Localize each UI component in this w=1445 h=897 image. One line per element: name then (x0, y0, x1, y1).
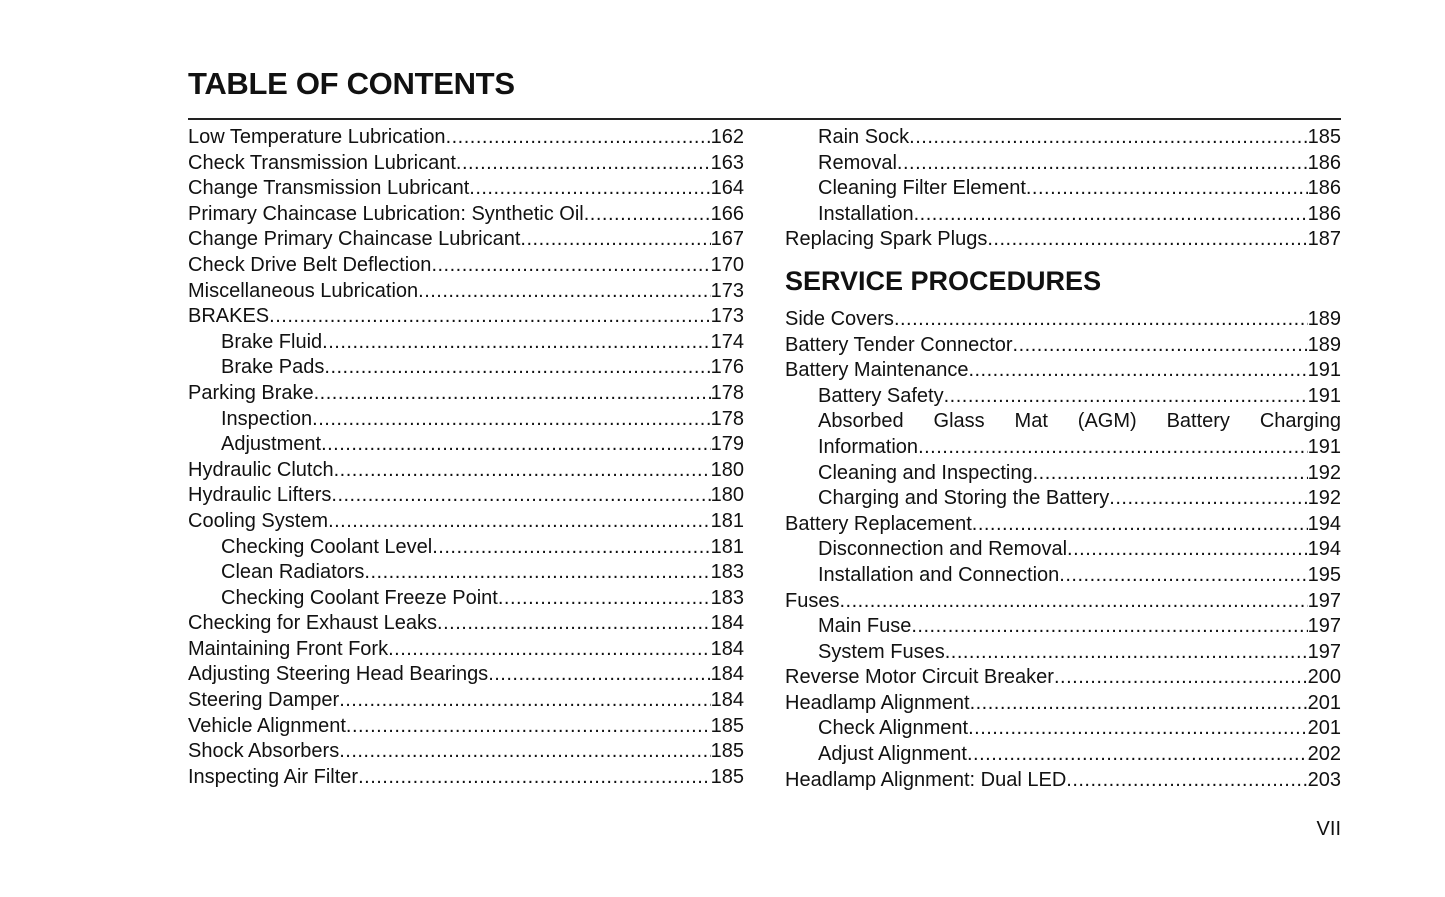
toc-entry-label: Adjusting Steering Head Bearings (188, 663, 489, 686)
dot-leader (334, 458, 711, 484)
toc-entry-page: 167 (710, 228, 744, 251)
toc-entry-label: Adjust Alignment (818, 743, 967, 766)
toc-entry-page: 163 (710, 151, 744, 174)
toc-entry[interactable] (785, 537, 1341, 563)
dot-leader (987, 227, 1307, 253)
toc-entry[interactable] (188, 253, 744, 279)
toc-entry[interactable] (785, 640, 1341, 666)
toc-entry-page: 185 (1307, 126, 1341, 148)
toc-entry[interactable] (188, 176, 744, 202)
dot-leader (432, 535, 710, 561)
toc-entry[interactable] (188, 765, 744, 791)
dot-leader (1013, 333, 1308, 359)
toc-entry-page: 195 (1307, 563, 1341, 586)
toc-entry[interactable] (188, 458, 744, 484)
toc-entry-page: 191 (1307, 384, 1341, 407)
toc-entry[interactable] (188, 432, 744, 458)
toc-entry[interactable] (188, 560, 744, 586)
toc-entry[interactable] (188, 662, 744, 688)
toc-entry[interactable] (188, 535, 744, 561)
dot-leader (364, 560, 710, 586)
toc-entry-page: 203 (1307, 768, 1341, 791)
toc-entry-label: Check Drive Belt Deflection (188, 253, 432, 276)
toc-entry[interactable] (188, 509, 744, 535)
toc-entry-label: Miscellaneous Lubrication (188, 279, 419, 302)
page-title: TABLE OF CONTENTS (188, 66, 515, 101)
toc-entry-label: Check Alignment (818, 717, 969, 740)
toc-entry[interactable] (785, 589, 1341, 615)
dot-leader (456, 151, 711, 177)
toc-entry-label: Battery Replacement (785, 512, 972, 535)
toc-entry-label: Brake Fluid (221, 330, 323, 353)
toc-entry[interactable] (188, 586, 744, 612)
toc-entry[interactable] (785, 512, 1341, 538)
toc-entry[interactable] (188, 202, 744, 228)
toc-entry-wrapped[interactable] (785, 409, 1341, 460)
dot-leader (1033, 461, 1308, 487)
toc-entry-label: Fuses (785, 589, 840, 612)
toc-entry-page: 180 (710, 484, 744, 507)
section-heading-service-procedures: SERVICE PROCEDURES (785, 265, 1102, 296)
dot-leader (446, 125, 711, 151)
toc-entry-page: 194 (1307, 538, 1341, 561)
toc-entry[interactable] (188, 381, 744, 407)
toc-entry-page: 164 (710, 177, 744, 200)
toc-entry-page: 197 (1307, 615, 1341, 638)
toc-entry-label: Inspection (221, 407, 313, 430)
toc-entry-line2 (785, 435, 1341, 461)
dot-leader (1066, 768, 1307, 794)
toc-entry-label: Installation and Connection (818, 563, 1060, 586)
toc-entry-page: 192 (1307, 461, 1341, 484)
dot-leader (388, 637, 711, 663)
toc-entry[interactable] (188, 151, 744, 177)
toc-entry-label: Installation (818, 202, 914, 225)
dot-leader (945, 640, 1308, 666)
toc-entry-label: Replacing Spark Plugs (785, 228, 988, 251)
toc-entry-page: 166 (710, 202, 744, 225)
toc-entry-page: 173 (710, 305, 744, 328)
toc-entry-page: 180 (710, 458, 744, 481)
dot-leader (1026, 176, 1308, 202)
dot-leader (498, 586, 711, 612)
toc-right-column (785, 125, 1341, 793)
dot-leader (520, 227, 710, 253)
toc-entry-page: 179 (710, 433, 744, 456)
toc-entry-label: Adjustment (221, 433, 322, 456)
toc-entry-page: 183 (710, 561, 744, 584)
toc-entry-page: 189 (1307, 307, 1341, 330)
toc-entry-page: 184 (710, 637, 744, 660)
dot-leader (339, 739, 710, 765)
toc-entry-label: Charging and Storing the Battery (818, 487, 1110, 510)
dot-leader (331, 483, 710, 509)
toc-entry[interactable] (188, 688, 744, 714)
toc-left-column (188, 125, 744, 790)
toc-entry-page: 197 (1307, 589, 1341, 612)
dot-leader (469, 176, 710, 202)
dot-leader (839, 589, 1307, 615)
toc-entry-page: 178 (710, 381, 744, 404)
toc-entry-label-line1: Absorbed Glass Mat (AGM) Battery Charging (818, 410, 1341, 433)
toc-entry-label: Primary Chaincase Lubrication: Synthetic Oil (188, 202, 584, 225)
toc-entry-label: Battery Safety (818, 384, 944, 407)
toc-entry-page: 181 (710, 535, 744, 558)
toc-entry[interactable] (188, 125, 744, 151)
toc-entry[interactable] (785, 716, 1341, 742)
dot-leader (944, 384, 1308, 410)
toc-entry-page: 202 (1307, 743, 1341, 766)
toc-entry[interactable] (785, 384, 1341, 410)
toc-entry-page: 192 (1307, 487, 1341, 510)
toc-entry[interactable] (188, 304, 744, 330)
toc-entry-page: 185 (710, 740, 744, 763)
toc-entry-label: Low Temperature Lubrication (188, 126, 446, 148)
toc-entry-page: 200 (1307, 666, 1341, 689)
toc-entry-page: 162 (710, 126, 744, 148)
toc-entry[interactable] (188, 227, 744, 253)
toc-entry-page: 194 (1307, 512, 1341, 535)
toc-entry-page: 191 (1307, 435, 1341, 458)
toc-entry-page: 176 (710, 356, 744, 379)
page-number: VII (1316, 818, 1341, 840)
dot-leader (312, 407, 710, 433)
toc-entry[interactable] (188, 330, 744, 356)
toc-entry[interactable] (785, 176, 1341, 202)
dot-leader (911, 614, 1307, 640)
toc-entry[interactable] (785, 614, 1341, 640)
toc-entry[interactable] (785, 202, 1341, 228)
toc-entry-label: Disconnection and Removal (818, 538, 1068, 561)
toc-entry-label: Shock Absorbers (188, 740, 340, 763)
toc-entry-label: BRAKES (188, 305, 270, 328)
toc-entry[interactable] (785, 307, 1341, 333)
toc-entry-label: Cleaning and Inspecting (818, 461, 1033, 484)
dot-leader (269, 304, 710, 330)
dot-leader (1109, 486, 1307, 512)
dot-leader (437, 611, 711, 637)
toc-entry-page: 170 (710, 253, 744, 276)
dot-leader (1059, 563, 1307, 589)
toc-entry-page: 173 (710, 279, 744, 302)
dot-leader (328, 509, 711, 535)
toc-entry[interactable] (188, 714, 744, 740)
toc-entry[interactable] (188, 279, 744, 305)
toc-entry-label: Battery Maintenance (785, 359, 969, 382)
toc-entry-page: 185 (710, 714, 744, 737)
toc-entry-page: 201 (1307, 717, 1341, 740)
toc-entry-page: 189 (1307, 333, 1341, 356)
toc-entry-label: Reverse Motor Circuit Breaker (785, 666, 1054, 689)
toc-entry-label: Checking Coolant Freeze Point (221, 586, 498, 609)
toc-entry-label: Removal (818, 151, 897, 174)
toc-entry[interactable] (785, 563, 1341, 589)
dot-leader (418, 279, 710, 305)
dot-leader (972, 512, 1308, 538)
toc-entry-label: Change Primary Chaincase Lubricant (188, 228, 521, 251)
dot-leader (324, 355, 710, 381)
toc-entry[interactable] (785, 125, 1341, 151)
dot-leader (322, 330, 710, 356)
toc-entry-label: Maintaining Front Fork (188, 637, 389, 660)
toc-entry[interactable] (785, 742, 1341, 768)
dot-leader (488, 662, 710, 688)
toc-entry-page: 181 (710, 509, 744, 532)
toc-entry-label: Steering Damper (188, 689, 340, 712)
toc-entry-label: Battery Tender Connector (785, 333, 1013, 356)
toc-entry-page: 186 (1307, 177, 1341, 200)
toc-entry[interactable] (188, 611, 744, 637)
dot-leader (967, 742, 1308, 768)
toc-entry-label: Cleaning Filter Element (818, 177, 1026, 200)
dot-leader (918, 435, 1308, 461)
dot-leader (358, 765, 711, 791)
toc-entry-label: System Fuses (818, 640, 945, 663)
toc-entry-label: Checking Coolant Level (221, 535, 433, 558)
dot-leader (314, 381, 711, 407)
toc-entry[interactable] (785, 665, 1341, 691)
dot-leader (968, 716, 1308, 742)
dot-leader (339, 688, 710, 714)
toc-entry-page: 186 (1307, 202, 1341, 225)
toc-entry-page: 187 (1307, 228, 1341, 251)
toc-entry-label: Check Transmission Lubricant (188, 151, 456, 174)
toc-entry-page: 184 (710, 663, 744, 686)
toc-entry-label: Change Transmission Lubricant (188, 177, 470, 200)
toc-entry-label: Parking Brake (188, 381, 314, 404)
toc-entry[interactable] (188, 483, 744, 509)
toc-entry[interactable] (785, 333, 1341, 359)
toc-entry-label: Checking for Exhaust Leaks (188, 612, 438, 635)
dot-leader (970, 691, 1308, 717)
dot-leader (914, 202, 1308, 228)
toc-entry-label: Headlamp Alignment: Dual LED (785, 768, 1067, 791)
dot-leader (346, 714, 711, 740)
toc-entry-label: Brake Pads (221, 356, 325, 379)
toc-entry[interactable] (188, 407, 744, 433)
toc-entry[interactable] (188, 739, 744, 765)
toc-entry[interactable] (785, 461, 1341, 487)
toc-entry-label: Hydraulic Lifters (188, 484, 332, 507)
toc-entry[interactable] (785, 227, 1341, 253)
toc-entry-page: 201 (1307, 691, 1341, 714)
toc-entry-label: Clean Radiators (221, 561, 365, 584)
toc-entry[interactable] (188, 637, 744, 663)
toc-entry-page: 186 (1307, 151, 1341, 174)
dot-leader (894, 307, 1308, 333)
toc-entry-label: Inspecting Air Filter (188, 765, 359, 788)
toc-entry-label: Headlamp Alignment (785, 691, 970, 714)
toc-entry-page: 184 (710, 612, 744, 635)
toc-entry[interactable] (785, 691, 1341, 717)
dot-leader (1067, 537, 1308, 563)
toc-entry-label: Cooling System (188, 509, 329, 532)
toc-entry-label: Vehicle Alignment (188, 714, 346, 737)
title-rule (188, 118, 1341, 120)
toc-entry-label: Main Fuse (818, 615, 912, 638)
toc-entry[interactable] (785, 151, 1341, 177)
toc-entry-label: Rain Sock (818, 126, 910, 148)
toc-entry-page: 191 (1307, 359, 1341, 382)
toc-entry-page: 197 (1307, 640, 1341, 663)
dot-leader (909, 125, 1307, 151)
toc-entry[interactable] (785, 358, 1341, 384)
toc-entry-page: 185 (710, 765, 744, 788)
toc-entry[interactable] (785, 486, 1341, 512)
toc-entry[interactable] (785, 768, 1341, 794)
toc-entry-page: 174 (710, 330, 744, 353)
dot-leader (1054, 665, 1308, 691)
toc-entry-label: Side Covers (785, 307, 894, 330)
toc-entry-label: Hydraulic Clutch (188, 458, 334, 481)
toc-entry-page: 178 (710, 407, 744, 430)
dot-leader (321, 432, 711, 458)
toc-entry-page: 184 (710, 689, 744, 712)
dot-leader (584, 202, 711, 228)
toc-entry-page: 183 (710, 586, 744, 609)
dot-leader (897, 151, 1308, 177)
dot-leader (431, 253, 710, 279)
dot-leader (968, 358, 1307, 384)
toc-entry[interactable] (188, 355, 744, 381)
toc-entry-label-line2: Information (818, 435, 919, 458)
